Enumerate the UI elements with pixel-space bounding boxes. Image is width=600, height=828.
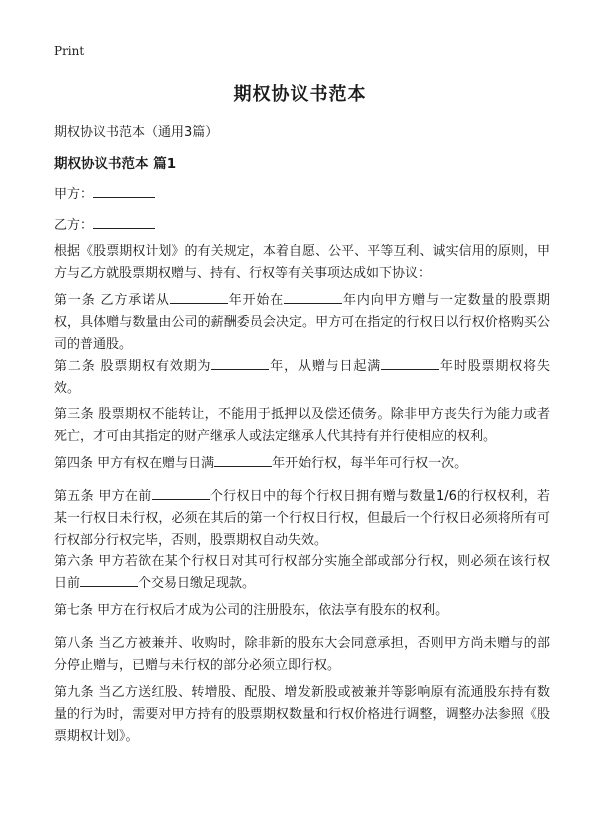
document-subtitle: 期权协议书范本（通用3篇） (54, 125, 219, 140)
party-a-blank (93, 185, 155, 198)
document-title: 期权协议书范本 (233, 84, 367, 105)
clause-4 (54, 453, 550, 475)
section-heading: 期权协议书范本 篇1 (54, 156, 177, 172)
clause-1-text-c: 年内向甲方赠与一定数量的股票期权，具体赠与数量由公司的薪酬委员会决定。甲方可在指定的行权日以行权价格购买公司的普通股。 (54, 293, 550, 352)
clause-2 (54, 356, 550, 400)
party-a-label: 甲方： (54, 187, 94, 202)
clause-5 (54, 486, 550, 552)
clause-5-text-a: 第五条 甲方在前 (54, 489, 152, 504)
party-b-line (54, 214, 155, 233)
clause-4-text-a: 第四条 甲方有权在赠与日满 (54, 456, 215, 471)
clause-4-blank (214, 454, 272, 467)
clause-9: 第九条 当乙方送红股、转增股、配股、增发新股或被兼并等影响原有流通股东持有数量的行为时，需要对甲方持有的股票期权数量和行权价格进行调整，调整办法参照《股票期权计划》。 (54, 685, 550, 744)
clause-6-text-b: 个交易日缴足现款。 (138, 576, 256, 591)
clause-1-blank-2 (284, 291, 342, 304)
clause-2-text-a: 第二条 股票期权有效期为 (54, 359, 212, 374)
clause-2-blank-2 (381, 357, 439, 370)
clause-2-text-c: 年时股票期权将失效。 (54, 359, 550, 396)
clause-2-blank-1 (211, 357, 269, 370)
intro-paragraph: 根据《股票期权计划》的有关规定，本着自愿、公平、平等互利、诚实信用的原则，甲方与乙方就股票期权赠与、持有、行权等有关事项达成如下协议： (54, 244, 550, 281)
clause-1-blank-1 (170, 291, 228, 304)
clause-5-blank (152, 487, 210, 500)
clause-6-blank (80, 574, 138, 587)
clause-1 (54, 290, 550, 356)
party-a-line (54, 183, 155, 202)
clause-1-text-b: 年开始在 (227, 293, 285, 308)
clause-6 (54, 551, 550, 595)
clause-2-text-b: 年，从赠与日起满 (269, 359, 382, 374)
party-b-label: 乙方： (54, 218, 94, 233)
clause-5-text-b: 个行权日中的每个行权日拥有赠与数量1/6的行权权利，若某一行权日未行权，必须在其后的第一个行权日行权，但最后一个行权日必须将所有可行权部分行权完毕，否则，股票期权自动失效。 (54, 489, 550, 548)
clause-6-text-a: 第六条 甲方若欲在某个行权日对其可行权部分实施全部或部分行权，则必须在该行权日前 (54, 554, 550, 591)
party-b-blank (93, 216, 155, 229)
print-link[interactable]: Print (54, 44, 85, 58)
clause-8: 第八条 当乙方被兼并、收购时，除非新的股东大会同意承担，否则甲方尚未赠与的部分停止赠与，已赠与未行权的部分必须立即行权。 (54, 636, 550, 673)
clause-4-text-b: 年开始行权，每半年可行权一次。 (272, 456, 468, 471)
clause-3: 第三条 股票期权不能转让，不能用于抵押以及偿还债务。除非甲方丧失行为能力或者死亡，才可由其指定的财产继承人或法定继承人代其持有并行使相应的权利。 (54, 407, 550, 444)
clause-1-text-a: 第一条 乙方承诺从 (54, 293, 170, 308)
clause-7: 第七条 甲方在行权后才成为公司的注册股东，依法享有股东的权利。 (54, 603, 449, 618)
